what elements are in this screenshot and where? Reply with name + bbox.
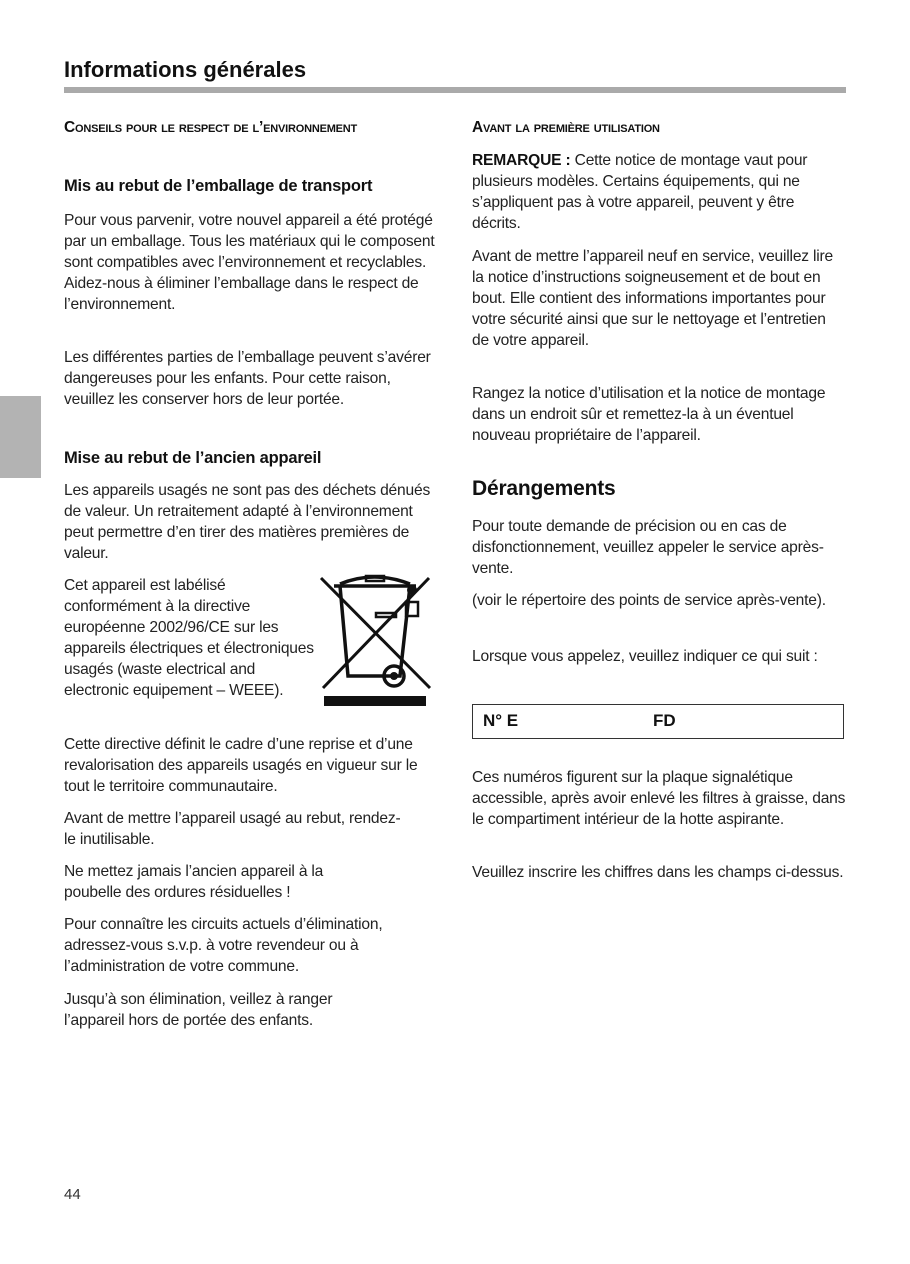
paragraph: Veuillez inscrire les chiffres dans les champs ci-dessus. — [472, 864, 844, 881]
paragraph: Les appareils usagés ne sont pas des déchets dénués de valeur. Un retraitement adapté à l’environnement peut permettre d’en tirer des matières premières de valeur. — [64, 482, 431, 562]
paragraph: Lorsque vous appelez, veuillez indiquer ce qui suit : — [472, 648, 818, 665]
paragraph: Cette directive définit le cadre d’une reprise et d’une revalorisation des appareils usagés en vigueur sur le tout le territoire communautaire. — [64, 736, 418, 795]
paragraph: Rangez la notice d’utilisation et la notice de montage dans un endroit sûr et remettez-la à un éventuel nouveau propriétaire de l’appareil. — [472, 385, 826, 444]
weee-crossed-bin-icon — [318, 572, 432, 708]
paragraph: Pour connaître les circuits actuels d’élimination, adressez-vous s.v.p. à votre revendeur ou à l’administration de votre commune. — [64, 916, 383, 975]
paragraph: Jusqu’à son élimination, veillez à ranger l’appareil hors de portée des enfants. — [64, 991, 333, 1029]
heading-packaging: Mis au rebut de l’emballage de transport — [64, 177, 373, 195]
paragraph: (voir le répertoire des points de service après-vente). — [472, 592, 826, 609]
heading-old-appliance: Mise au rebut de l’ancien appareil — [64, 449, 322, 467]
section-title-first-use: Avant la première utilisation — [472, 119, 660, 136]
page-title: Informations générales — [64, 57, 307, 82]
paragraph: Pour vous parvenir, votre nouvel appareil a été protégé par un emballage. Tous les matériaux qui le composent sont compatibles avec l’environnement et recyclables. Aidez-nous à éliminer l’emballage dans le respect de l’environnement. — [64, 212, 435, 313]
field-fd-number: FD — [653, 711, 676, 730]
paragraph: Les différentes parties de l’emballage peuvent s’avérer dangereuses pour les enfants. Pour cette raison, veuillez les conserver hors de leur portée. — [64, 349, 431, 408]
paragraph: Ces numéros figurent sur la plaque signalétique accessible, après avoir enlevé les filtres à graisse, dans le compartiment intérieur de la hotte aspirante. — [472, 769, 846, 828]
paragraph: Ne mettez jamais l’ancien appareil à la poubelle des ordures résiduelles ! — [64, 863, 324, 901]
remark-paragraph — [472, 150, 846, 234]
remark-text: Cette notice de montage vaut pour plusieurs modèles. Certains équipements, qui ne s’appliquent pas à votre appareil, peuvent y être décrits. — [472, 152, 808, 232]
page-number: 44 — [64, 1186, 81, 1203]
paragraph-weee: Cet appareil est labélisé conformément à la directive européenne 2002/96/CE sur les appareils électriques et électroniques usagés (waste electrical and electronic equipement – WEEE). — [64, 577, 314, 699]
paragraph: Avant de mettre l’appareil neuf en service, veuillez lire la notice d’instructions soigneusement et de bout en bout. Elle contient des informations importantes pour votre sécurité ainsi que sur le nettoyage et l’entretien de votre appareil. — [472, 248, 834, 349]
paragraph: Avant de mettre l’appareil usagé au rebut, rendez-le inutilisable. — [64, 810, 401, 848]
paragraph: Pour toute demande de précision ou en cas de disfonctionnement, veuillez appeler le service après-vente. — [472, 518, 824, 577]
field-e-number: N° E — [483, 711, 519, 730]
remark-label: REMARQUE : — [472, 152, 571, 169]
side-tab-marker — [0, 396, 41, 478]
serial-number-box — [472, 704, 844, 739]
section-title-environment: Conseils pour le respect de l’environnement — [64, 119, 358, 136]
heading-faults: Dérangements — [472, 477, 616, 500]
header-rule — [64, 87, 846, 93]
